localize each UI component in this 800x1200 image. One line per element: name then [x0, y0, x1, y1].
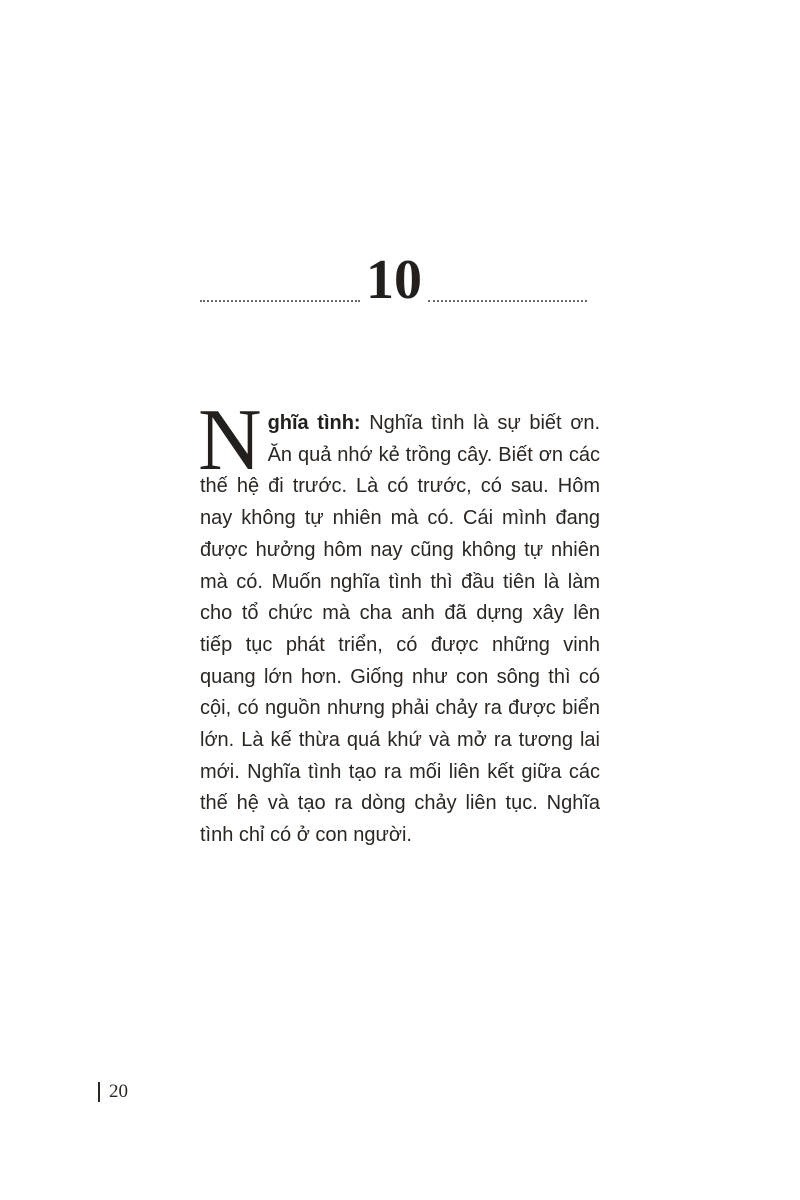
drop-cap: N	[198, 392, 262, 489]
dotted-rule-right	[428, 300, 587, 302]
page-footer	[98, 1080, 128, 1104]
chapter-number: 10	[366, 249, 422, 311]
paragraph-text: Nghĩa tình là sự biết ơn. Ăn quả nhớ kẻ trồng cây. Biết ơn các thế hệ đi trước. Là có trước, có sau. Hôm nay không tự nhiên mà có. Cái mình đang được hưởng hôm nay cũng không tự nhiên mà có. Muốn nghĩa tình thì đầu tiên là làm cho tổ chức mà cha anh đã dựng xây lên tiếp tục phát triển, có được những vinh quang lớn hơn. Giống như con sông thì có cội, có nguồn nhưng phải chảy ra được biển lớn. Là kế thừa quá khứ và mở ra tương lai mới. Nghĩa tình tạo ra mối liên kết giữa các thế hệ và tạo ra dòng chảy liên tục. Nghĩa tình chỉ có ở con người.	[200, 412, 600, 847]
lead-term: ghĩa tình:	[267, 412, 361, 434]
chapter-header	[200, 250, 587, 310]
body-paragraph	[198, 392, 600, 852]
dotted-rule-left	[200, 300, 360, 302]
page-number: 20	[109, 1081, 128, 1102]
page-number-rule	[98, 1082, 100, 1102]
